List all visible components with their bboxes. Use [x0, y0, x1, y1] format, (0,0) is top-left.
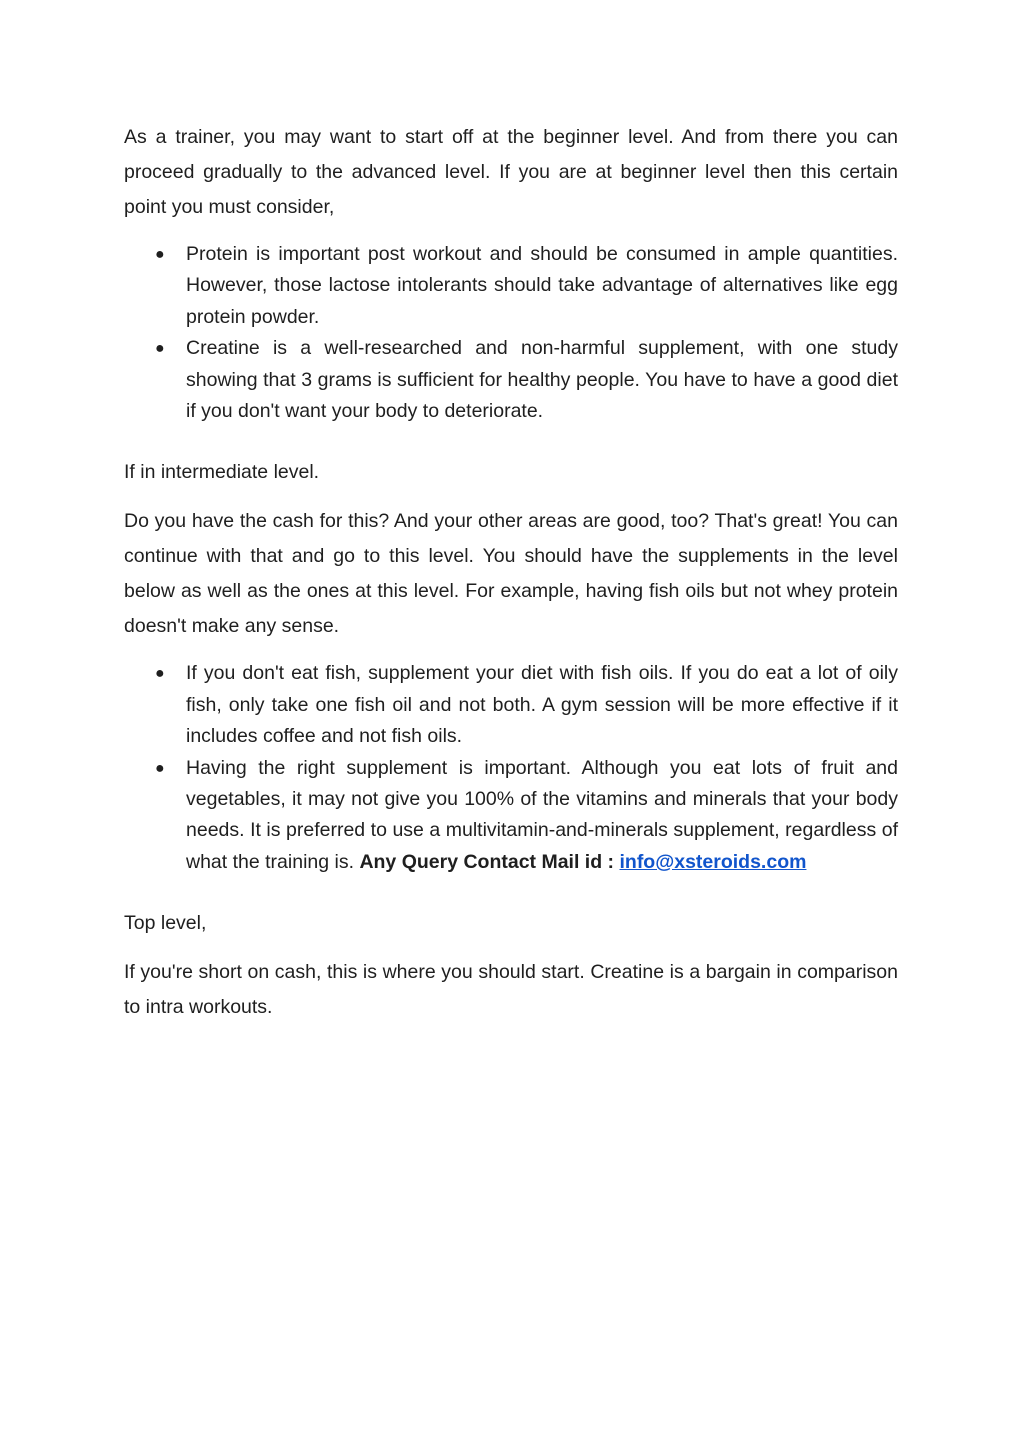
list-item-text: Having the right supplement is important. Although you eat lots of fruit and vegetables, it may not give you 100% of the vitamins and minerals that your body needs. It is preferred to use a multivitamin-and-minerals supplement, regardless of what the training is.: [186, 756, 898, 873]
contact-email-link[interactable]: info@xsteroids.com: [619, 850, 807, 873]
intro-paragraph: As a trainer, you may want to start off at the beginner level. And from there you can proceed gradually to the advanced level. If you are at beginner level then this certain point you must consider,: [124, 126, 898, 218]
top-level-heading: Top level,: [124, 912, 207, 935]
intermediate-heading: If in intermediate level.: [124, 461, 320, 484]
top-level-paragraph: If you're short on cash, this is where you should start. Creatine is a bargain in comparison to intra workouts.: [124, 961, 898, 1019]
list-item: ● If you don't eat fish, supplement your diet with fish oils. If you do eat a lot of oily fish, only take one fish oil and not both. A gym session will be more effective if it includes coffee and not fish oils.: [186, 658, 898, 752]
intermediate-paragraph: Do you have the cash for this? And your other areas are good, too? That's great! You can continue with that and go to this level. You should have the supplements in the level below as well as the ones at this level. For example, having fish oils but not whey protein doesn't make any sense.: [124, 510, 898, 638]
list-item: ● Creatine is a well-researched and non-harmful supplement, with one study showing that 3 grams is sufficient for healthy people. You have to have a good diet if you don't want your body to deteriorate.: [186, 333, 898, 427]
list-item: ● Protein is important post workout and should be consumed in ample quantities. However, those lactose intolerants should take advantage of alternatives like egg protein powder.: [186, 239, 898, 333]
document-page: [124, 120, 898, 1039]
beginner-list: [124, 239, 898, 427]
contact-label: Any Query Contact Mail id :: [359, 850, 615, 873]
list-item: [186, 753, 898, 879]
intermediate-list: [124, 658, 898, 878]
